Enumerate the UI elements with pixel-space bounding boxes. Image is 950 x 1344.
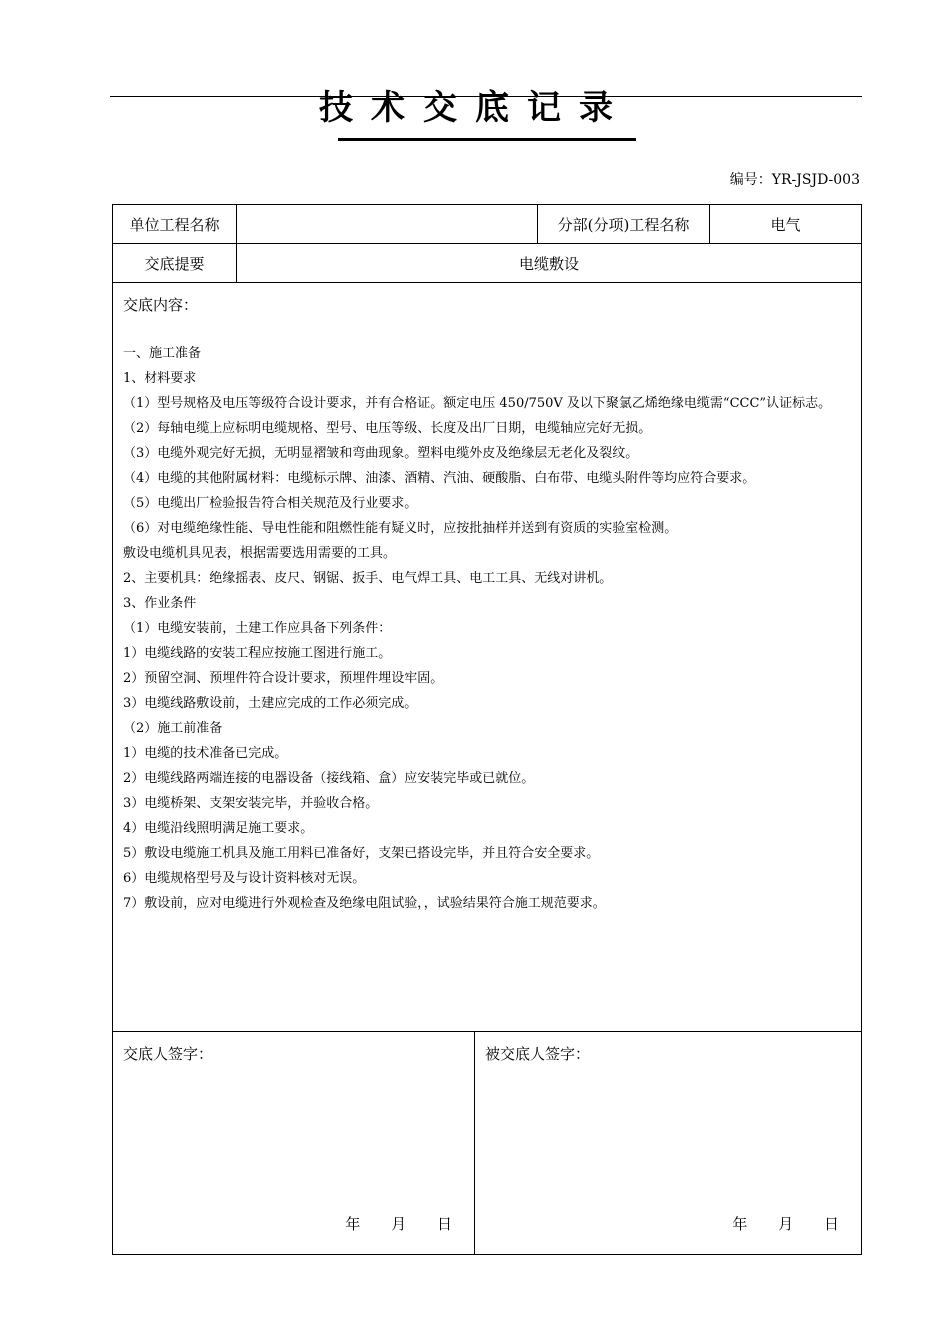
content-line: （5）电缆出厂检验报告符合相关规范及行业要求。 <box>123 496 418 511</box>
content-row <box>113 283 862 1032</box>
content-line: （2）施工前准备 <box>123 721 223 736</box>
unit-project-label: 单位工程名称 <box>113 205 237 244</box>
date-day-label: 日 <box>436 1215 452 1233</box>
document-number: 编号：YR-JSJD-003 <box>729 172 860 188</box>
recipient-date <box>732 1212 839 1236</box>
content-line: （6）对电缆绝缘性能、导电性能和阻燃性能有疑义时，应按批抽样并送到有资质的实验室检测。 <box>123 521 678 536</box>
date-year-label: 年 <box>345 1215 361 1233</box>
signature-row <box>113 1032 862 1255</box>
discloser-date <box>345 1212 452 1236</box>
discloser-sign-label: 交底人签字： <box>123 1045 214 1063</box>
content-line: 1）电缆的技术准备已完成。 <box>123 746 288 761</box>
summary-value: 电缆敷设 <box>237 244 862 283</box>
date-month-label: 月 <box>391 1215 407 1233</box>
document-title: 技术交底记录 <box>319 88 631 128</box>
unit-project-value <box>237 205 538 244</box>
discloser-signature-cell <box>113 1032 475 1255</box>
summary-row <box>113 244 862 283</box>
content-line: （4）电缆的其他附属材料：电缆标示牌、油漆、酒精、汽油、硬酸脂、白布带、电缆头附件等均应符合要求。 <box>123 471 756 486</box>
content-line: 1、材料要求 <box>123 371 197 386</box>
date-day-label: 日 <box>823 1215 839 1233</box>
sub-project-label: 分部(分项)工程名称 <box>538 205 710 244</box>
content-line: 2、主要机具：绝缘摇表、皮尺、钢锯、扳手、电气焊工具、电工工具、无线对讲机。 <box>123 571 613 586</box>
content-line: 一、施工准备 <box>123 346 202 361</box>
recipient-sign-label: 被交底人签字： <box>485 1045 591 1063</box>
content-line: （1）电缆安装前，土建工作应具备下列条件： <box>123 621 392 636</box>
content-label: 交底内容： <box>123 296 199 314</box>
content-line: 敷设电缆机具见表，根据需要选用需要的工具。 <box>123 546 397 561</box>
content-line: 5）敷设电缆施工机具及施工用料已准备好，支架已搭设完毕，并且符合安全要求。 <box>123 846 600 861</box>
content-line: 2）预留空洞、预埋件符合设计要求，预埋件埋设牢固。 <box>123 671 444 686</box>
recipient-signature-cell <box>475 1032 862 1255</box>
content-line: 3）电缆线路敷设前，土建应完成的工作必须完成。 <box>123 696 418 711</box>
content-cell <box>113 283 862 1032</box>
content-body <box>123 341 851 916</box>
content-line: 6）电缆规格型号及与设计资料核对无误。 <box>123 871 366 886</box>
content-line: 3、作业条件 <box>123 596 197 611</box>
date-month-label: 月 <box>778 1215 794 1233</box>
content-line: 2）电缆线路两端连接的电器设备（接线箱、盒）应安装完毕或已就位。 <box>123 771 535 786</box>
content-line: 1）电缆线路的安装工程应按施工图进行施工。 <box>123 646 392 661</box>
sub-project-value: 电气 <box>710 205 862 244</box>
date-year-label: 年 <box>732 1215 748 1233</box>
project-name-row <box>113 205 862 244</box>
content-line: 7）敷设前，应对电缆进行外观检查及绝缘电阻试验，，试验结果符合施工规范要求。 <box>123 896 606 911</box>
title-underline <box>338 138 636 141</box>
content-line: （1）型号规格及电压等级符合设计要求，并有合格证。额定电压 450/750V 及以下聚氯乙烯绝缘电缆需“CCC”认证标志。 <box>123 396 832 411</box>
summary-label: 交底提要 <box>113 244 237 283</box>
content-line: 4）电缆沿线照明满足施工要求。 <box>123 821 314 836</box>
content-line: （2）每轴电缆上应标明电缆规格、型号、电压等级、长度及出厂日期，电缆轴应完好无损。 <box>123 421 652 436</box>
content-line: （3）电缆外观完好无损，无明显褶皱和弯曲现象。塑料电缆外皮及绝缘层无老化及裂纹。 <box>123 446 639 461</box>
content-line: 3）电缆桥架、支架安装完毕，并验收合格。 <box>123 796 379 811</box>
disclosure-form-table <box>112 204 862 1255</box>
